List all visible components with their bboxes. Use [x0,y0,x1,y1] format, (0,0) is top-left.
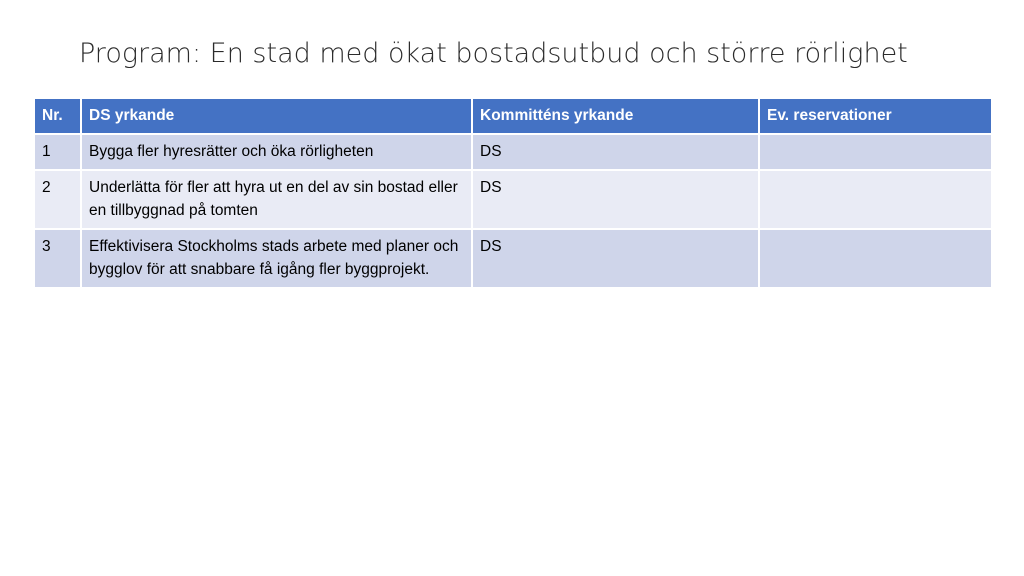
cell-reservationer [759,170,992,229]
cell-ds-yrkande: Effektivisera Stockholms stads arbete med planer och bygglov för att snabbare få igång fler byggprojekt. [81,229,472,288]
cell-nr: 2 [34,170,81,229]
cell-nr: 3 [34,229,81,288]
cell-ds-yrkande: Bygga fler hyresrätter och öka rörligheten [81,134,472,170]
cell-kommittens-yrkande: DS [472,170,759,229]
header-kommittens-yrkande: Kommitténs yrkande [472,98,759,134]
cell-reservationer [759,229,992,288]
table-row [34,229,992,288]
cell-nr: 1 [34,134,81,170]
header-ds-yrkande: DS yrkande [81,98,472,134]
cell-kommittens-yrkande: DS [472,134,759,170]
table-row [34,170,992,229]
cell-kommittens-yrkande: DS [472,229,759,288]
table-header-row [34,98,992,134]
header-nr: Nr. [34,98,81,134]
program-table [33,97,993,289]
table-row [34,134,992,170]
header-reservationer: Ev. reservationer [759,98,992,134]
slide-title: Program: En stad med ökat bostadsutbud och större rörlighet [79,38,908,69]
cell-ds-yrkande: Underlätta för fler att hyra ut en del av sin bostad eller en tillbyggnad på tomten [81,170,472,229]
cell-reservationer [759,134,992,170]
